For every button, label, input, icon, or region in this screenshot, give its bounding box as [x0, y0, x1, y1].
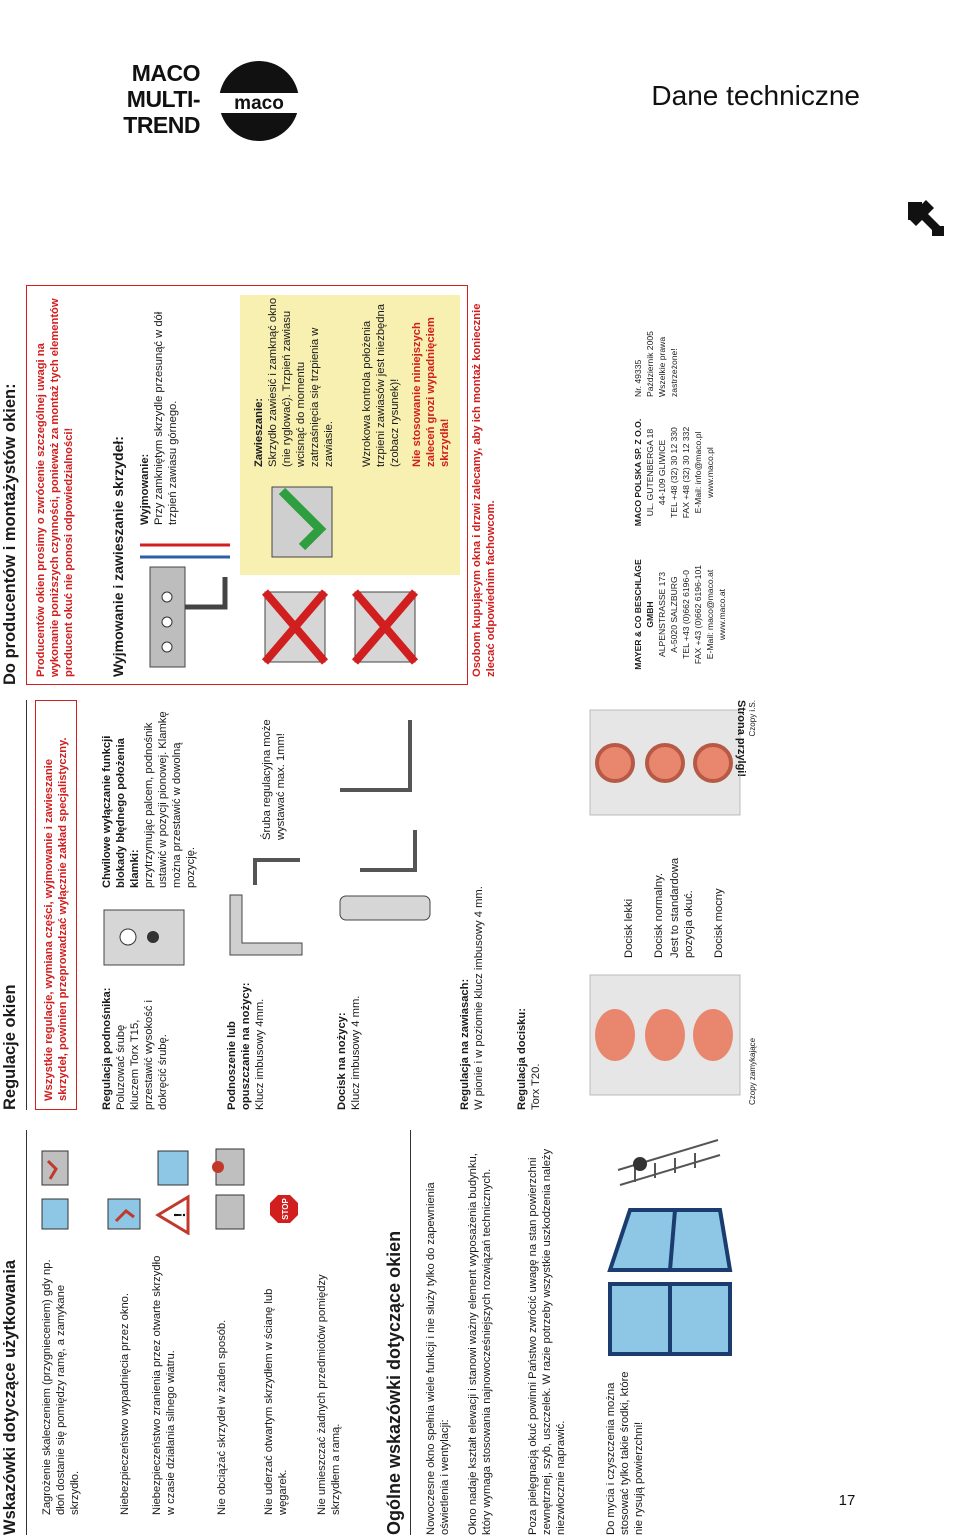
pinch-pictogram — [42, 1151, 68, 1229]
warning-load: Nie obciążać skrzydeł w żaden sposób. — [216, 1319, 228, 1515]
hinge-adjustment-text: W pionie i w poziomie klucz imbusowy 4 mm. — [473, 886, 485, 1110]
stop-pictogram — [270, 1195, 298, 1223]
logo-text: maco — [234, 93, 284, 114]
svg-text:!: ! — [172, 1212, 189, 1218]
maco-logo — [218, 60, 300, 142]
email: E-Mail: info@maco.pl — [693, 431, 703, 514]
pressure-standard-note: Jest to standardowa pozycja okuć. — [669, 857, 695, 958]
lifter-adjustment — [100, 982, 170, 1110]
divider — [26, 1130, 27, 1535]
rights-line: zastrzeżone! — [669, 348, 679, 397]
address-line: UL. GUTENBERGA 18 — [645, 428, 655, 517]
wind-warning-pictogram — [158, 1151, 189, 1233]
scissor-lifting-text: Klucz imbusowy 4mm. — [254, 998, 266, 1110]
general-paragraph-1: Nowoczesne okno spełnia wiele funkcji i nie służy tylko do zapewnienia oświetlenia i wentylacji: — [425, 1182, 451, 1535]
lifter-illustration — [98, 895, 188, 975]
general-paragraph-4: Do mycia i czyszczenia można stosować tylko takie środki, które nie rysują powierzchni! — [605, 1371, 645, 1535]
document-date: Październik 2005 — [645, 331, 655, 397]
general-paragraph-3: Poza pielęgnacją okuć powinni Państwo zwrócić uwagę na stan powierzchni zewnętrznej, szyb, uszczelek. W razie potrzeby wszystkie uszkodzenia należy niezwłocznie naprawić. — [527, 1148, 567, 1535]
manufacturers-title: Do producentów i montażystów okien: — [1, 383, 19, 685]
pressure-adjustment-title: Regulacja docisku: — [516, 1008, 528, 1110]
scissor-lifting — [225, 982, 267, 1110]
divider — [26, 700, 27, 1110]
hanging-instruction — [252, 297, 336, 467]
handle-lock-title: Chwilowe wyłączanie funkcji blokady błędnego położenia klamki: — [101, 735, 141, 888]
warning-objects: Nie umieszczać żadnych przedmiotów pomiędzy skrzydłem a ramą. — [316, 1274, 342, 1515]
removal-title: Wyjmowanie: — [139, 453, 151, 525]
hinge-adjustment-title: Regulacja na zawiasach: — [459, 978, 471, 1110]
pressure-adjustment — [515, 960, 543, 1110]
scissor-pressure-text: Klucz imbusowy 4 mm. — [350, 995, 362, 1110]
scissor-pressure-title: Docisk na nożycy: — [336, 1012, 348, 1110]
is-cams-illustration — [585, 700, 745, 825]
pressure-normal: Docisk normalny. — [653, 873, 665, 958]
screw-note: Śruba regulacyjna może wystawać max. 1mm! — [261, 719, 287, 840]
is-cams-caption: Czopy i.S. — [748, 700, 757, 737]
handle-lock-disable — [100, 700, 198, 888]
phone: TEL +48 (32) 30 12 330 — [669, 427, 679, 518]
warning-wind: Niebezpieczeństwo zranienia przez otwarte skrzydło w czasie działania silnego wiatru. — [151, 1255, 177, 1515]
pressure-adjustment-text: Torx T20. — [530, 1063, 542, 1110]
correct-pin-illustration — [252, 469, 352, 569]
warning-pictograms — [38, 1135, 368, 1235]
incorrect-pin-illustration — [245, 577, 435, 677]
general-paragraph-2: Okno nadaje kształt elewacji i stanowi ważny element wyposażenia budynku, który wymaga stosowania najnowocześniejszych rozwiązań technicznych. — [467, 1153, 493, 1535]
hanging-title: Wyjmowanie i zawieszanie skrzydeł: — [110, 436, 126, 677]
window-cleaning-illustration — [600, 1135, 740, 1360]
company-name: MACO POLSKA SP. Z O.O. — [633, 418, 643, 527]
load-pictogram — [212, 1149, 244, 1229]
document-info — [632, 292, 680, 397]
brand-name — [62, 60, 200, 138]
hinge-adjustment-illustration — [330, 700, 440, 940]
address-poland — [632, 410, 716, 535]
address-austria — [632, 552, 728, 677]
document-number: Nr. 49335 — [633, 359, 643, 397]
manufacturers-column — [0, 287, 727, 685]
lifter-adjustment-title: Regulacja podnośnika: — [101, 987, 113, 1110]
removal-instruction — [138, 295, 180, 525]
divider — [410, 1130, 411, 1535]
phone: TEL +43 (0)662 6196-0 — [681, 570, 691, 659]
rotated-content — [0, 285, 890, 1535]
fax: FAX +43 (0)662 6196-101 — [693, 564, 703, 665]
locking-cams-caption: Czopy zamykające — [748, 1037, 757, 1105]
pressure-light: Docisk lekki — [623, 898, 635, 958]
usage-title: Wskazówki dotyczące użytkowania — [1, 1259, 19, 1535]
fall-pictogram — [108, 1199, 140, 1229]
visual-check: Wzrokowa kontrola położenia trzpieni zawiasów jest niezbędna (zobacz rysunek)! — [361, 304, 401, 467]
adjustment-column — [0, 700, 757, 1110]
svg-text:STOP: STOP — [281, 1198, 290, 1220]
manufacturers-intro: Producentów okien prosimy o zwrócenie szczególnej uwagi na wykonanie poniższych czynności, ponieważ za montaż tych elementów producent okuć nie ponosi odpowiedzialności! — [35, 298, 75, 677]
scissor-lifting-illustration — [215, 850, 315, 975]
brand-line2: MULTI-TREND — [123, 86, 200, 138]
installation-advice: Osobom kupującym okna i drzwi zalecamy, aby ich montaż koniecznie zlecać odpowiednim fachowcom. — [471, 303, 497, 677]
adjustment-title: Regulacje okien — [1, 984, 19, 1110]
scissor-lifting-title: Podnoszenie lub opuszczanie na nożycy: — [226, 982, 252, 1110]
hanging-label: Zawieszanie: — [253, 397, 265, 467]
handle-lock-text: przytrzymując palcem, podnośnik ustawić w pozycji pionowej. Klamkę można przestawić w dowolną pozycję. — [143, 711, 197, 888]
fall-warning: Nie stosowanie niniejszych zaleceń grozi wypadnięciem skrzydła! — [411, 317, 451, 467]
company-name: MAYER & CO BESCHLÄGE GMBH — [633, 559, 655, 670]
specialist-warning-box: Wszystkie regulacje, wymiana części, wyjmowanie i zawieszanie skrzydeł, powinien przeprowadzać wyłącznie zakład specjalistyczny. — [35, 700, 77, 1110]
address-line: 44-109 GLIWICE — [657, 439, 667, 506]
scissor-pressure — [335, 950, 363, 1110]
website: www.maco.at — [717, 588, 727, 641]
address-line: A-5020 SALZBURG — [669, 576, 679, 653]
email: E-Mail: maco@maco.at — [705, 569, 715, 660]
pressure-strong: Docisk mocny — [713, 888, 725, 958]
hinge-adjustment — [458, 880, 486, 1110]
document-title: Dane techniczne — [651, 80, 860, 111]
rights-line: Wszelkie prawa — [657, 336, 667, 397]
address-line: ALPENSTRASSE 173 — [657, 571, 667, 658]
warning-fall: Niebezpieczeństwo wypadnięcia przez okno. — [119, 1292, 131, 1515]
warning-pinch: Zagrożenie skaleczeniem (przygnieceniem) gdy np. dłoń dostanie się pomiędzy ramę, a zamykane skrzydło. — [41, 1259, 81, 1515]
locking-cams-illustration — [585, 965, 745, 1105]
warning-wall: Nie uderzać otwartym skrzydłem w ścianę lub węgarek. — [263, 1288, 289, 1515]
top-hinge-illustration — [135, 537, 235, 677]
website: www.maco.pl — [705, 447, 715, 498]
hanging-text: Skrzydło zawiesić i zamknąć okno (nie ryglować). Trzpień zawiasu wcisnąć do momentu zatrzaśnięcia się trzpienia w zawiasie. — [267, 297, 335, 467]
removal-text: Przy zamkniętym skrzydle przesunąć w dół trzpień zawiasu górnego. — [153, 311, 179, 525]
tools-icon — [904, 196, 948, 240]
general-title: Ogólne wskazówki dotyczące okien — [384, 1230, 404, 1535]
brand-line1: MACO — [131, 60, 200, 86]
fax: FAX +48 (32) 30 12 332 — [681, 426, 691, 519]
page-number: 17 — [838, 1492, 856, 1509]
lifter-adjustment-text: Poluzować śrubę kluczem Torx T15, przestawić wysokość i dokręcić śrubę. — [115, 999, 169, 1110]
usage-column — [0, 1130, 645, 1535]
rebate-side-label: Strona przylgi! — [735, 700, 747, 778]
